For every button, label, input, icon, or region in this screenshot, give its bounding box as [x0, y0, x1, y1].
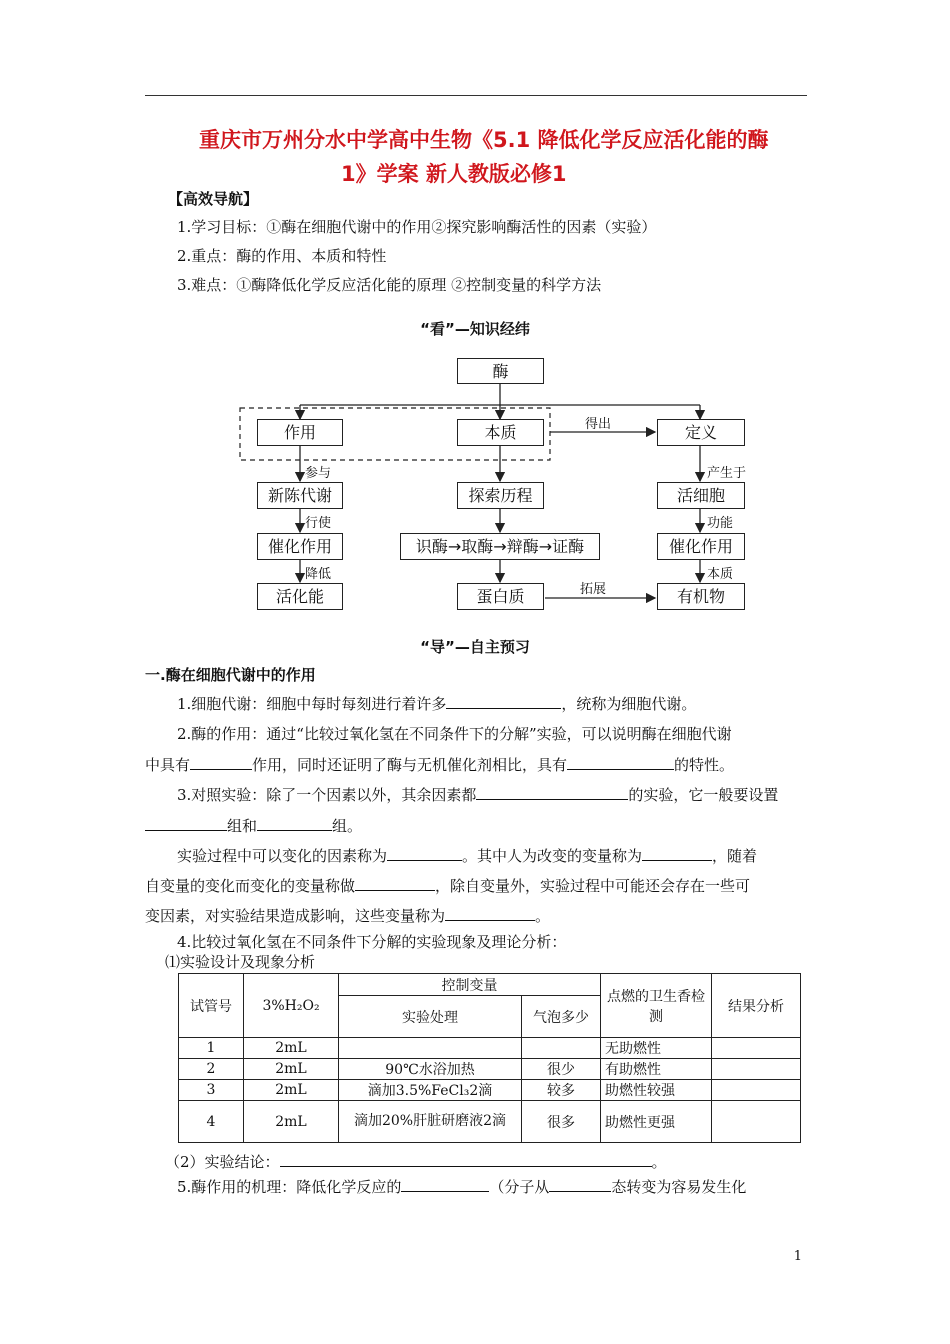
paragraph-3b: 组和 组。 — [145, 816, 362, 836]
th-tube: 试管号 — [179, 974, 244, 1038]
preview-heading: “导”—自主预习 — [420, 638, 530, 656]
table-row: 4 2mL 滴加20%肝脏研磨液2滴 很多 助燃性更强 — [179, 1101, 801, 1143]
blank-conclusion[interactable] — [280, 1152, 652, 1167]
blank-8[interactable] — [642, 846, 712, 861]
page-title-line1: 重庆市万州分水中学高中生物《5.1 降低化学反应活化能的酶 — [199, 128, 769, 152]
blank-3[interactable] — [567, 755, 674, 770]
blank-12[interactable] — [549, 1177, 611, 1192]
paragraph-3a: 3.对照实验：除了一个因素以外，其余因素都 的实验，它一般要设置 — [177, 786, 779, 804]
label-expand: 拓展 — [580, 582, 607, 597]
experiment-table — [178, 973, 801, 1143]
paragraph-5: 4.比较过氧化氢在不同条件下分解的实验现象及理论分析： — [177, 933, 567, 951]
nav-heading: 【高效导航】 — [168, 190, 259, 208]
section-1-heading: 一.酶在细胞代谢中的作用 — [145, 666, 316, 684]
diagram-node-definition: 定义 — [657, 419, 745, 446]
diagram-node-steps: 识酶→取酶→辩酶→证酶 — [400, 533, 600, 560]
th-incense: 点燃的卫生香检测 — [601, 974, 712, 1038]
blank-10[interactable] — [445, 906, 535, 921]
table-row: 3 2mL 滴加3.5%FeCl₃2滴 较多 助燃性较强 — [179, 1080, 801, 1101]
label-lower: 降低 — [305, 567, 332, 582]
blank-11[interactable] — [401, 1177, 489, 1192]
th-h2o2: 3%H₂O₂ — [244, 974, 339, 1038]
table-row: 2 2mL 90℃水浴加热 很少 有助燃性 — [179, 1059, 801, 1080]
learning-goal: 1.学习目标：①酶在细胞代谢中的作用②探究影响酶活性的因素（实验） — [177, 218, 657, 236]
diagram-node-essence: 本质 — [457, 419, 544, 446]
paragraph-6: 5.酶作用的机理：降低化学反应的 （分子从 态转变为容易发生化 — [177, 1178, 747, 1196]
blank-6[interactable] — [257, 816, 332, 831]
paragraph-4c: 变因素，对实验结果造成影响，这些变量称为 。 — [145, 907, 551, 925]
diagram-node-catalysis-1: 催化作用 — [257, 533, 343, 560]
blank-7[interactable] — [387, 846, 462, 861]
paragraph-5-sub: ⑴实验设计及现象分析 — [165, 953, 316, 971]
blank-4[interactable] — [476, 785, 628, 800]
diagram-node-organic: 有机物 — [657, 583, 745, 610]
paragraph-2b: 中具有 作用，同时还证明了酶与无机催化剂相比，具有 的特性。 — [145, 756, 735, 774]
paragraph-4a: 实验过程中可以变化的因素称为 。其中人为改变的变量称为 ，随着 — [177, 847, 758, 865]
paragraph-1: 1.细胞代谢：细胞中每时每刻进行着许多 ，统称为细胞代谢。 — [177, 695, 697, 713]
blank-2[interactable] — [190, 755, 252, 770]
difficulties: 3.难点：①酶降低化学反应活化能的原理 ②控制变量的科学方法 — [177, 276, 602, 294]
label-function: 功能 — [707, 516, 734, 531]
label-derive: 得出 — [585, 417, 612, 432]
diagram-node-function: 作用 — [257, 419, 343, 446]
th-bubbles: 气泡多少 — [522, 996, 601, 1038]
diagram-heading: “看”—知识经纬 — [420, 320, 530, 338]
table-row: 1 2mL 无助燃性 — [179, 1038, 801, 1059]
diagram-node-metabolism: 新陈代谢 — [257, 482, 343, 509]
blank-9[interactable] — [355, 876, 435, 891]
page-number: 1 — [793, 1249, 802, 1264]
paragraph-4b: 自变量的变化而变化的变量称做 ，除自变量外，实验过程中可能还会存在一些可 — [145, 877, 751, 895]
page-title-line2: 1》学案 新人教版必修1 — [341, 162, 567, 186]
blank-5[interactable] — [145, 816, 227, 831]
conclusion-line: （2）实验结论： 。 — [165, 1153, 667, 1171]
diagram-node-history: 探索历程 — [457, 482, 544, 509]
diagram-node-protein: 蛋白质 — [457, 583, 544, 610]
label-participate: 参与 — [305, 466, 332, 481]
label-produced-in: 产生于 — [707, 466, 747, 481]
diagram-node-catalysis-2: 催化作用 — [657, 533, 745, 560]
diagram-node-living-cell: 活细胞 — [657, 482, 745, 509]
blank-1[interactable] — [446, 694, 561, 709]
diagram-node-activation-energy: 活化能 — [257, 583, 343, 610]
diagram-root-enzyme: 酶 — [457, 358, 544, 384]
key-points: 2.重点：酶的作用、本质和特性 — [177, 247, 387, 265]
label-essence: 本质 — [707, 567, 734, 582]
label-exercise: 行使 — [305, 516, 332, 531]
th-control: 控制变量 — [339, 974, 601, 996]
paragraph-2a: 2.酶的作用：通过“比较过氧化氢在不同条件下的分解”实验，可以说明酶在细胞代谢 — [177, 725, 732, 743]
th-result: 结果分析 — [712, 974, 801, 1038]
th-treatment: 实验处理 — [339, 996, 522, 1038]
